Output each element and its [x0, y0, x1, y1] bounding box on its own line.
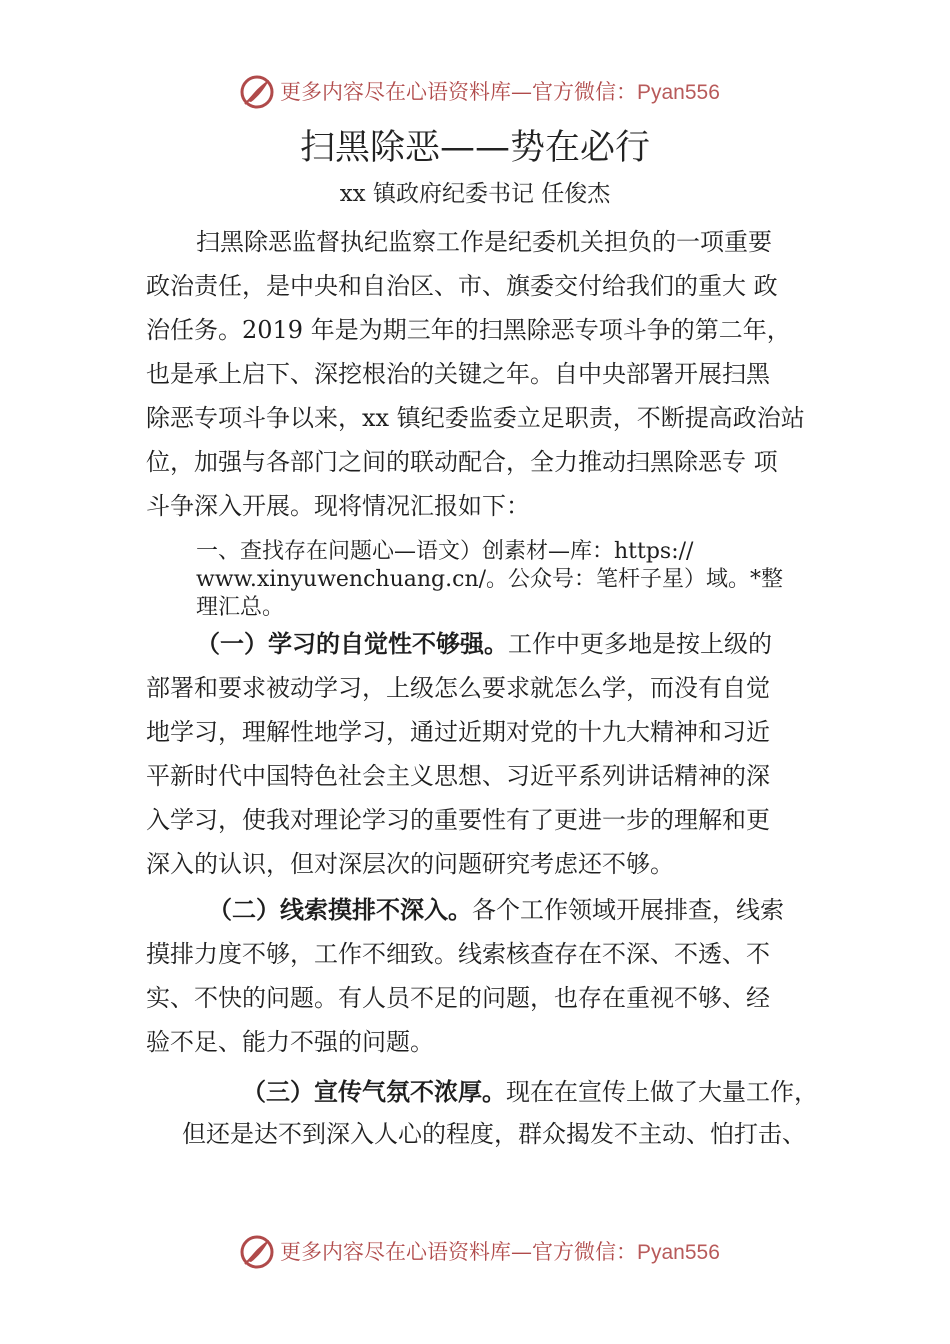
paragraph-line: 深入的认识，但对深层次的问题研究考虑还不够。 [146, 850, 674, 878]
item-heading: （二）线索摸排不深入。 [208, 896, 472, 924]
paragraph-line: 实、不快的问题。有人员不足的问题，也存在重视不够、经 [146, 984, 770, 1012]
paragraph-line: 斗争深入开展。现将情况汇报如下： [146, 492, 530, 520]
section-heading: 一、查找存在问题心—语文）创素材—库：https:// [196, 539, 694, 564]
paragraph-line: 地学习，理解性地学习，通过近期对党的十九大精神和习近 [146, 718, 770, 746]
paragraph-line: 平新时代中国特色社会主义思想、习近平系列讲话精神的深 [146, 762, 770, 790]
paragraph-line: 除恶专项斗争以来，xx 镇纪委监委立足职责，不断提高政治站 [146, 404, 805, 432]
quill-emblem-icon [239, 74, 275, 110]
item-first-line: （三）宣传气氛不浓厚。现在在宣传上做了大量工作， [242, 1078, 818, 1106]
paragraph-line: 验不足、能力不强的问题。 [146, 1028, 434, 1056]
paragraph-line: 也是承上启下、深挖根治的关键之年。自中央部署开展扫黑 [146, 360, 770, 388]
paragraph-line: 治任务。2019 年是为期三年的扫黑除恶专项斗争的第二年， [146, 316, 791, 344]
item-heading: （一）学习的自觉性不够强。 [196, 630, 508, 658]
paragraph-line: 入学习，使我对理论学习的重要性有了更进一步的理解和更 [146, 806, 770, 834]
quill-emblem-icon [239, 1234, 275, 1270]
footer-banner [0, 1232, 950, 1272]
paragraph-line: 部署和要求被动学习，上级怎么要求就怎么学，而没有自觉 [146, 674, 770, 702]
paragraph-line: 扫黑除恶监督执纪监察工作是纪委机关担负的一项重要 [196, 228, 772, 256]
banner-text: 更多内容尽在心语资料库—官方微信：Pyan556 [280, 80, 720, 104]
item-heading: （三）宣传气氛不浓厚。 [242, 1078, 506, 1106]
paragraph-line: 但还是达不到深入人心的程度，群众揭发不主动、怕打击、 [182, 1120, 806, 1148]
item-first-line: （一）学习的自觉性不够强。工作中更多地是按上级的 [196, 630, 772, 658]
author-line: xx 镇政府纪委书记 任俊杰 [339, 181, 611, 207]
page-title: 扫黑除恶——势在必行 [299, 128, 650, 168]
paragraph-line: 摸排力度不够，工作不细致。线索核查存在不深、不透、不 [146, 940, 770, 968]
header-banner [0, 72, 950, 112]
banner-text: 更多内容尽在心语资料库—官方微信：Pyan556 [280, 1240, 720, 1264]
wechat-id: Pyan556 [637, 1241, 720, 1264]
item-first-line: （二）线索摸排不深入。各个工作领域开展排查，线索 [208, 896, 784, 924]
paragraph-line: 政治责任，是中央和自治区、市、旗委交付给我们的重大 政 [146, 272, 778, 300]
section-heading: 理汇总。 [196, 595, 285, 620]
paragraph-line: 位，加强与各部门之间的联动配合，全力推动扫黑除恶专 项 [146, 448, 778, 476]
section-heading: www.xinyuwenchuang.cn/。公众号：笔杆子星）域。*整 [196, 567, 784, 592]
wechat-id: Pyan556 [637, 81, 720, 104]
